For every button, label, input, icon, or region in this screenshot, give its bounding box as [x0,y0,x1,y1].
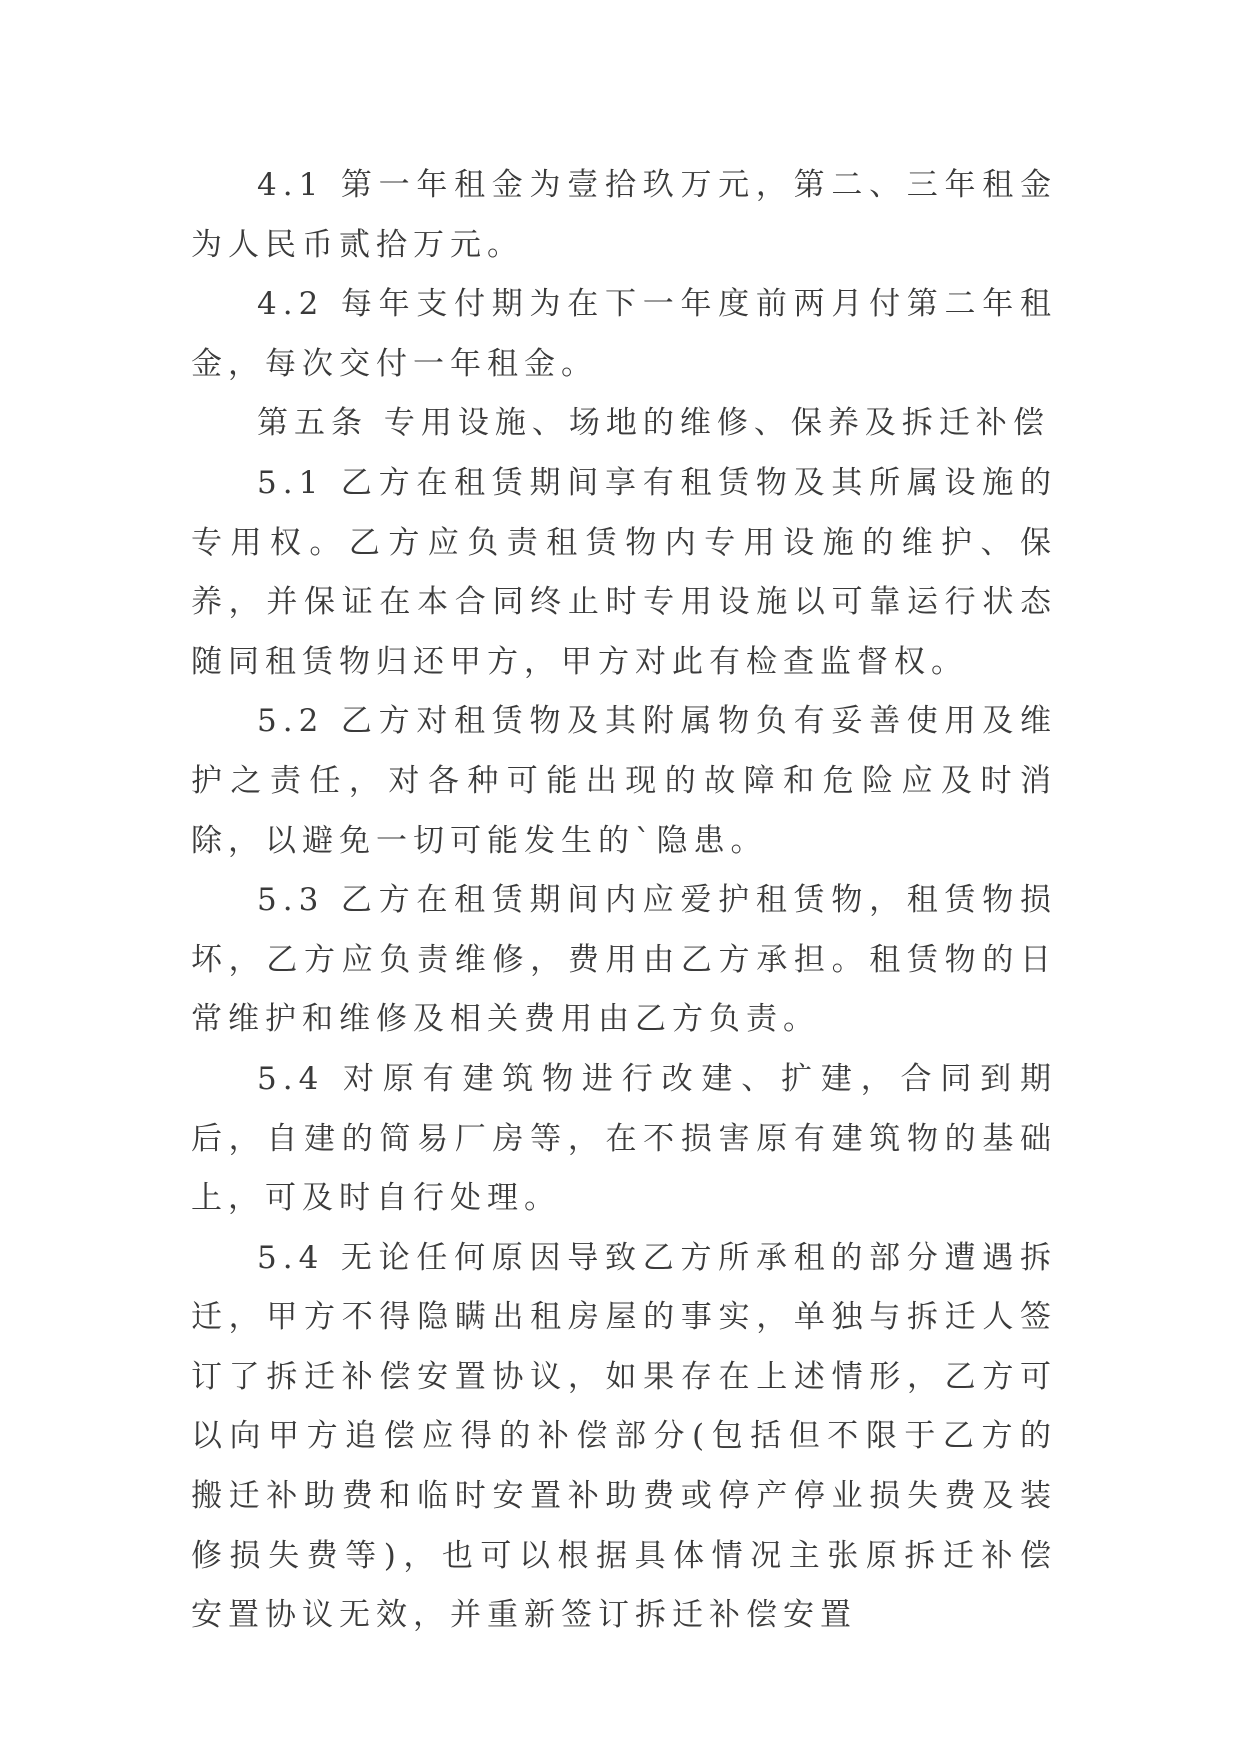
paragraph-5-2: 5.2 乙方对租赁物及其附属物负有妥善使用及维护之责任，对各种可能出现的故障和危险应及时消除，以避免一切可能发生的`隐患。 [191,703,1057,859]
paragraph-5-1: 5.1 乙方在租赁期间享有租赁物及其所属设施的专用权。乙方应负责租赁物内专用设施的维护、保养，并保证在本合同终止时专用设施以可靠运行状态随同租赁物归还甲方，甲方对此有检查监督权。 [191,464,1057,680]
paragraph-5-4-demolition: 5.4 无论任何原因导致乙方所承租的部分遭遇拆迁，甲方不得隐瞒出租房屋的事实，单独与拆迁人签订了拆迁补偿安置协议，如果存在上述情形，乙方可以向甲方追偿应得的补偿部分(包括但不限于乙方的搬迁补助费和临时安置补助费或停产停业损失费及装修损失费等)，也可以根据具体情况主张原拆迁补偿安置协议无效，并重新签订拆迁补偿安置 [191,1239,1057,1634]
paragraph-5-4-renovation: 5.4 对原有建筑物进行改建、扩建，合同到期后，自建的简易厂房等，在不损害原有建筑物的基础上，可及时自行处理。 [191,1060,1057,1217]
paragraph-4-1: 4.1 第一年租金为壹拾玖万元，第二、三年租金为人民币贰拾万元。 [191,167,1057,263]
document-body [191,156,1057,1646]
article-5-heading: 第五条 专用设施、场地的维修、保养及拆迁补偿 [257,405,1050,442]
paragraph-4-2: 4.2 每年支付期为在下一年度前两月付第二年租金，每次交付一年租金。 [191,286,1057,382]
paragraph-5-3: 5.3 乙方在租赁期间内应爱护租赁物，租赁物损坏，乙方应负责维修，费用由乙方承担。租赁物的日常维护和维修及相关费用由乙方负责。 [191,882,1057,1038]
